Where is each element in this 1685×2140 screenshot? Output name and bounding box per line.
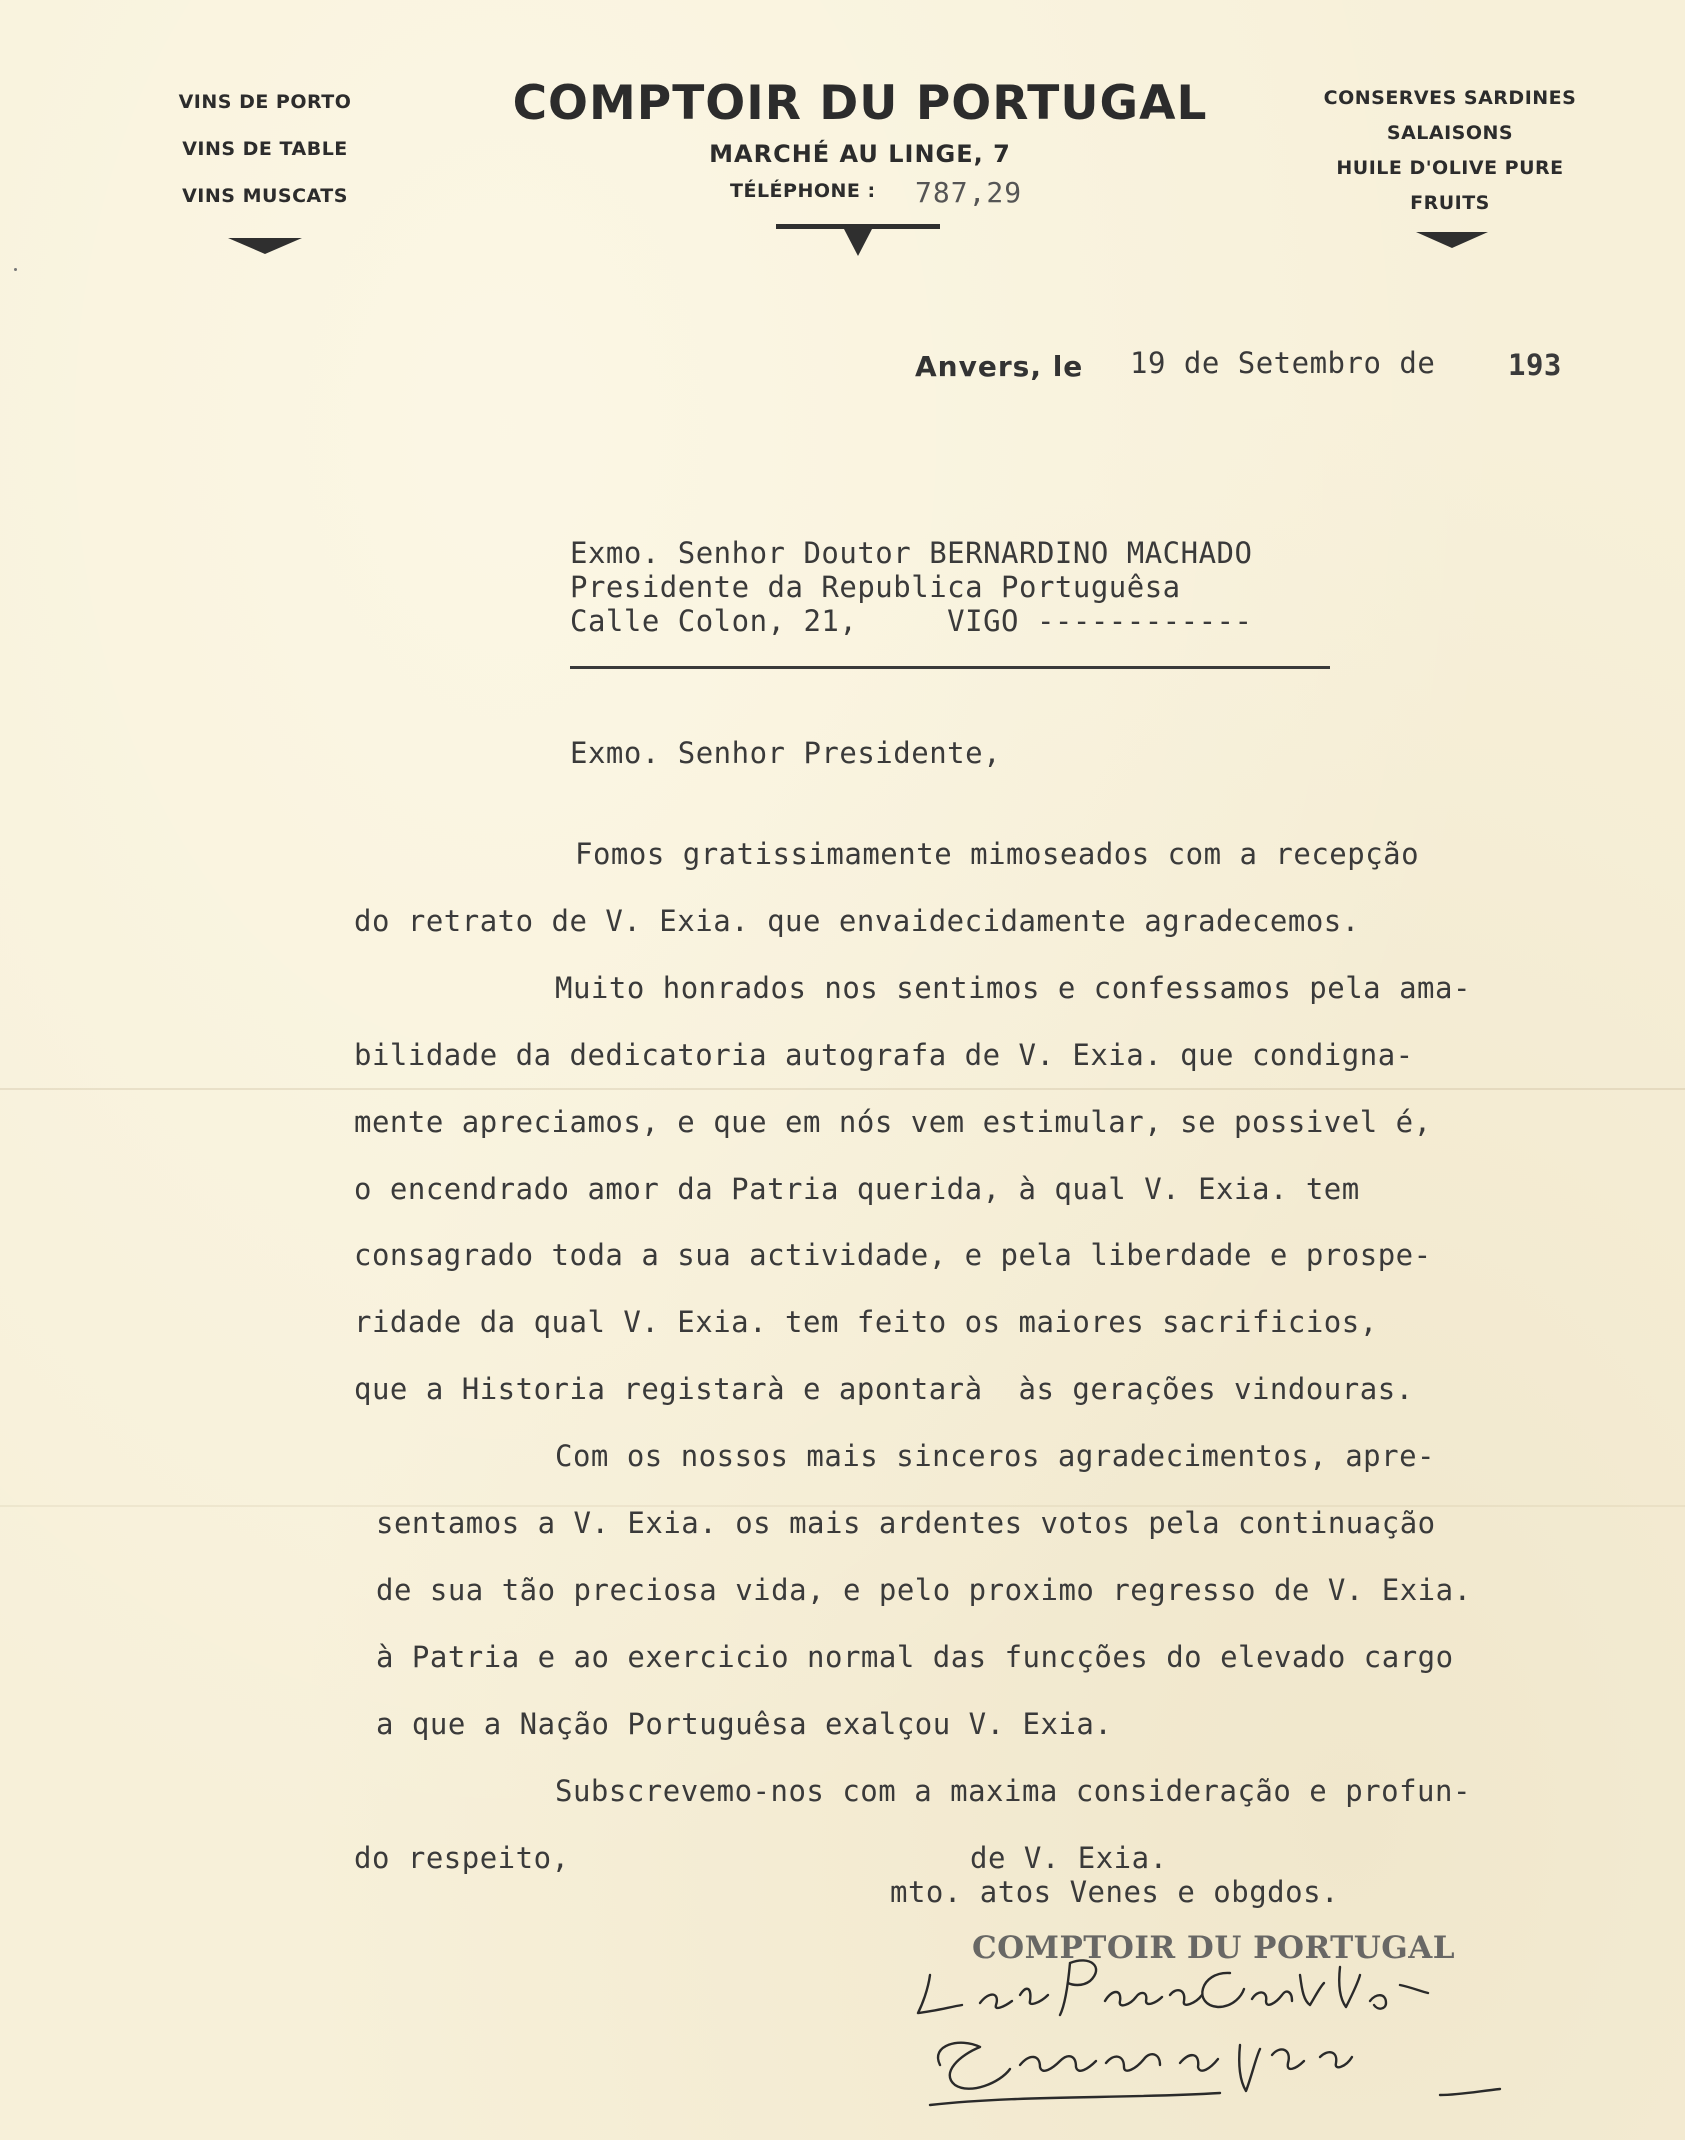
- letterhead-left-item: VINS MUSCATS: [182, 185, 348, 207]
- ornament-right-icon: [1416, 232, 1488, 250]
- ornament-left-icon: [228, 238, 302, 256]
- body-line: consagrado toda a sua actividade, e pela liberdade e prospe-: [354, 1238, 1432, 1272]
- recipient-underline: [570, 666, 1330, 669]
- date-year: 193: [1508, 348, 1562, 382]
- recipient-line: Presidente da Republica Portuguêsa: [570, 570, 1181, 604]
- letterhead-left-item: VINS DE PORTO: [178, 91, 352, 113]
- closing-line: de V. Exia.: [970, 1841, 1168, 1875]
- body-line: Subscrevemo-nos com a maxima consideração e profun-: [555, 1774, 1471, 1808]
- letterhead-address: MARCHÉ AU LINGE, 7: [709, 140, 1011, 168]
- body-line: o encendrado amor da Patria querida, à qual V. Exia. tem: [354, 1172, 1360, 1206]
- body-line: à Patria e ao exercicio normal das funcções do elevado cargo: [376, 1640, 1454, 1674]
- body-line: Muito honrados nos sentimos e confessamos pela ama-: [555, 971, 1471, 1005]
- body-line: a que a Nação Portuguêsa exalçou V. Exia.: [376, 1707, 1113, 1741]
- paper-spot: [14, 268, 17, 271]
- body-line: mente apreciamos, e que em nós vem estimular, se possivel é,: [354, 1105, 1432, 1139]
- body-line: do retrato de V. Exia. que envaidecidamente agradecemos.: [354, 904, 1360, 938]
- letterhead-right-item: FRUITS: [1410, 192, 1490, 214]
- ornament-center-icon: [776, 224, 940, 258]
- paper-fold-line: [0, 1088, 1685, 1090]
- letterhead-right-item: HUILE D'OLIVE PURE: [1336, 157, 1564, 179]
- letterhead-title: COMPTOIR DU PORTUGAL: [512, 76, 1208, 131]
- date-place: Anvers, le: [915, 350, 1084, 383]
- letterhead-telephone-number: 787,29: [915, 176, 1023, 209]
- company-stamp: COMPTOIR DU PORTUGAL: [972, 1930, 1456, 1966]
- body-line: sentamos a V. Exia. os mais ardentes votos pela continuação: [376, 1506, 1436, 1540]
- salutation: Exmo. Senhor Presidente,: [570, 736, 1002, 770]
- letterhead-right-column: [1290, 88, 1610, 228]
- body-line: de sua tão preciosa vida, e pelo proximo regresso de V. Exia.: [376, 1573, 1472, 1607]
- letterhead-left-column: [150, 92, 380, 233]
- body-line: Com os nossos mais sinceros agradecimentos, apre-: [555, 1439, 1436, 1473]
- body-line: bilidade da dedicatoria autografa de V. Exia. que condigna-: [354, 1038, 1414, 1072]
- recipient-line: Calle Colon, 21, VIGO ------------: [570, 604, 1253, 638]
- body-line: Fomos gratissimamente mimoseados com a recepção: [575, 837, 1420, 871]
- handwritten-signature-icon: [900, 1945, 1600, 2125]
- closing-line: mto. atos Venes e obgdos.: [890, 1875, 1339, 1909]
- body-line: do respeito,: [354, 1841, 570, 1875]
- letterhead-right-item: SALAISONS: [1386, 122, 1514, 144]
- letterhead-right-item: CONSERVES SARDINES: [1323, 87, 1577, 109]
- body-line: ridade da qual V. Exia. tem feito os maiores sacrificios,: [354, 1305, 1378, 1339]
- date-value: 19 de Setembro de: [1130, 346, 1436, 380]
- recipient-line: Exmo. Senhor Doutor BERNARDINO MACHADO: [570, 536, 1253, 570]
- letterhead-left-item: VINS DE TABLE: [182, 138, 348, 160]
- letterhead-telephone-label: TÉLÉPHONE :: [730, 180, 876, 202]
- body-line: que a Historia registarà e apontarà às gerações vindouras.: [354, 1372, 1414, 1406]
